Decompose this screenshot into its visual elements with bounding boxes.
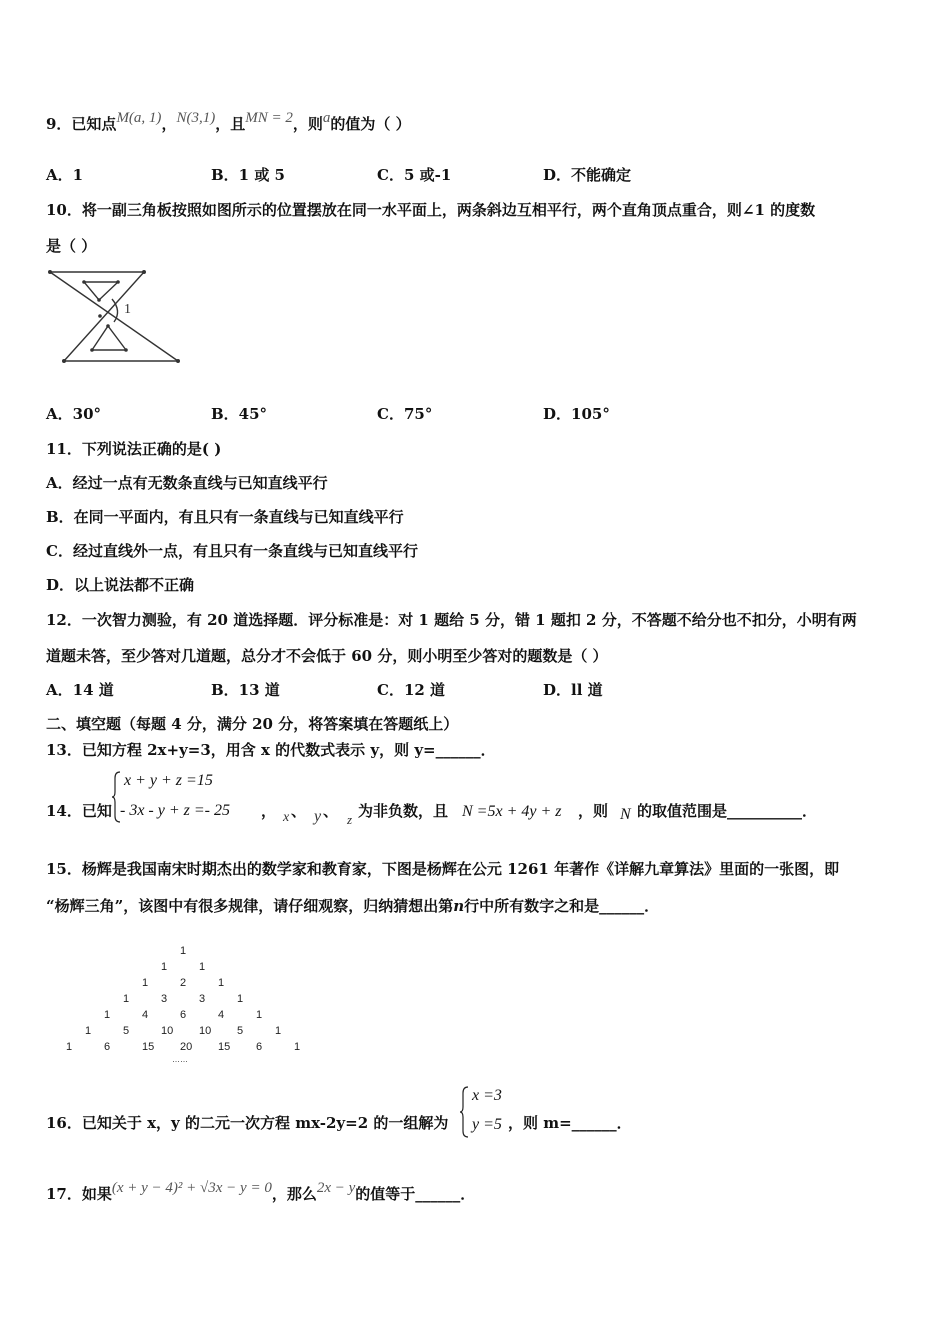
- q9-prefix: 9．已知点: [46, 115, 117, 133]
- q14-expr: N =5x + 4y + z: [462, 803, 562, 820]
- q14-dun1: 、: [291, 802, 307, 820]
- q9-condition: MN = 2: [245, 110, 293, 126]
- q12-line2: 道题未答，至少答对几道题，总分才不会低于 60 分，则小明至少答对的题数是（ ）: [46, 647, 608, 665]
- triangle-ellipsis: ……: [172, 1055, 188, 1064]
- triangle-number: 6: [180, 1009, 187, 1021]
- q9-mid2: ，则: [292, 115, 323, 133]
- q9-stem: [46, 110, 411, 134]
- q9-point-m: M(a, 1): [116, 110, 162, 126]
- triangle-number: 1: [180, 945, 187, 957]
- q10-line1: 10．将一副三角板按照如图所示的位置摆放在同一水平面上，两条斜边互相平行，两个直角顶点重合，则∠1 的度数: [46, 201, 816, 219]
- q16-prefix: 16．已知关于 x，y 的二元一次方程 mx-2y=2 的一组解为: [46, 1114, 449, 1132]
- q13-stem: 13．已知方程 2x+y=3，用含 x 的代数式表示 y，则 y=______．: [46, 741, 496, 759]
- triangle-number: 20: [180, 1041, 193, 1053]
- triangle-number: 1: [123, 993, 130, 1005]
- triangle-number: 4: [142, 1009, 149, 1021]
- section-fill-in-title: 二、填空题（每题 4 分，满分 20 分，将答案填在答题纸上）: [46, 715, 459, 733]
- q12-option-a: A．14 道: [46, 681, 114, 699]
- fig-inner-bottom-triangle: [92, 326, 126, 350]
- q17-stem: [46, 1180, 476, 1204]
- q14-suffix: 的取值范围是__________．: [637, 802, 818, 820]
- q12-option-b: B．13 道: [211, 681, 280, 699]
- q12-option-d: D．ll 道: [543, 681, 603, 699]
- q17-expr2: 2x − y: [316, 1180, 356, 1196]
- q14-var-z: z: [347, 812, 353, 827]
- q9-point-n: N(3,1): [176, 110, 216, 126]
- triangle-number: 1: [237, 993, 244, 1005]
- triangle-number: 3: [161, 993, 168, 1005]
- q15-line1: 15．杨辉是我国南宋时期杰出的数学家和教育家，下图是杨辉在公元 1261 年著作《详解九章算法》里面的一张图，即: [46, 860, 840, 878]
- triangle-number: 1: [85, 1025, 92, 1037]
- q16-brace: [460, 1086, 470, 1138]
- triangle-number: 1: [199, 961, 206, 973]
- q16-eq2: y =5: [472, 1116, 502, 1133]
- fig-inner-top-triangle: [84, 282, 118, 300]
- triangle-number: 15: [142, 1041, 155, 1053]
- triangle-number: 3: [199, 993, 206, 1005]
- q12-line1: 12．一次智力测验，有 20 道选择题．评分标准是：对 1 题给 5 分，错 1 题扣 2 分，不答题不给分也不扣分，小明有两: [46, 611, 857, 629]
- q14-mid2: ，则: [578, 802, 609, 820]
- q16-suffix: ，则 m=______．: [508, 1114, 632, 1132]
- q14-prefix: 14．已知: [46, 802, 112, 820]
- q11-stem: 11．下列说法正确的是( ): [46, 440, 222, 458]
- q17-mid: ，那么: [271, 1185, 317, 1203]
- q11-option-d: D．以上说法都不正确: [46, 576, 195, 594]
- q12-option-c: C．12 道: [377, 681, 446, 699]
- q11-option-a: A．经过一点有无数条直线与已知直线平行: [46, 474, 328, 492]
- q10-option-b: B．45°: [211, 405, 268, 423]
- q14-mid: 为非负数，且: [358, 802, 449, 820]
- triangle-number: 1: [218, 977, 225, 989]
- q9-sep: ，: [161, 115, 177, 133]
- triangle-number: 2: [180, 977, 187, 989]
- triangle-number: 10: [199, 1025, 212, 1037]
- triangle-number: 1: [104, 1009, 111, 1021]
- q16-eq1: x =3: [472, 1087, 502, 1104]
- triangle-number: 1: [256, 1009, 263, 1021]
- q17-expr: (x + y − 4)² + √3x − y = 0: [111, 1180, 272, 1196]
- q11-option-c: C．经过直线外一点，有且只有一条直线与已知直线平行: [46, 542, 418, 560]
- q11-option-b: B．在同一平面内，有且只有一条直线与已知直线平行: [46, 508, 404, 526]
- q10-line2: 是（ ）: [46, 237, 97, 255]
- triangle-number: 5: [123, 1025, 130, 1037]
- q17-suffix: 的值等于______．: [355, 1185, 476, 1203]
- triangle-number: 4: [218, 1009, 225, 1021]
- q15-line2-pre: “杨辉三角”，该图中有很多规律，请仔细观察，归纳猜想出第: [46, 897, 454, 915]
- q9-var: a: [322, 110, 331, 126]
- fig-diagonal-2: [64, 272, 144, 361]
- q14-var-x: x: [283, 810, 290, 825]
- q9-mid: ，且: [215, 115, 246, 133]
- triangle-number: 1: [275, 1025, 282, 1037]
- q14-eq2: - 3x - y + z =- 25: [120, 802, 231, 819]
- q14-dun2: 、: [323, 802, 339, 820]
- triangle-number: 10: [161, 1025, 174, 1037]
- q10-option-c: C．75°: [377, 405, 433, 423]
- set-square-figure: [44, 266, 184, 366]
- triangle-number: 1: [66, 1041, 73, 1053]
- q15-n: n: [453, 897, 465, 915]
- q17-prefix: 17．如果: [46, 1185, 112, 1203]
- triangle-number: 6: [104, 1041, 111, 1053]
- triangle-number: 6: [256, 1041, 263, 1053]
- q10-option-a: A．30°: [46, 405, 102, 423]
- q9-option-b: B．1 或 5: [211, 166, 285, 184]
- q14-eq1: x + y + z =15: [124, 772, 213, 789]
- triangle-number: 15: [218, 1041, 231, 1053]
- fig-angle-label: 1: [124, 302, 131, 317]
- q14-var-n: N: [620, 806, 631, 823]
- q14-var-y: y: [314, 808, 322, 825]
- q9-option-d: D．不能确定: [543, 166, 632, 184]
- triangle-number: 1: [142, 977, 149, 989]
- q9-option-c: C．5 或-1: [377, 166, 452, 184]
- q15-line2: [46, 895, 659, 916]
- q9-suffix: 的值为（ ）: [330, 115, 411, 133]
- q14-comma: ，: [261, 802, 277, 820]
- triangle-number: 1: [294, 1041, 301, 1053]
- triangle-number: 1: [161, 961, 168, 973]
- yanghui-triangle: [60, 945, 330, 1064]
- q9-option-a: A．1: [46, 166, 84, 184]
- q10-option-d: D．105°: [543, 405, 610, 423]
- q15-line2-post: 行中所有数字之和是______．: [464, 897, 660, 915]
- triangle-number: 5: [237, 1025, 244, 1037]
